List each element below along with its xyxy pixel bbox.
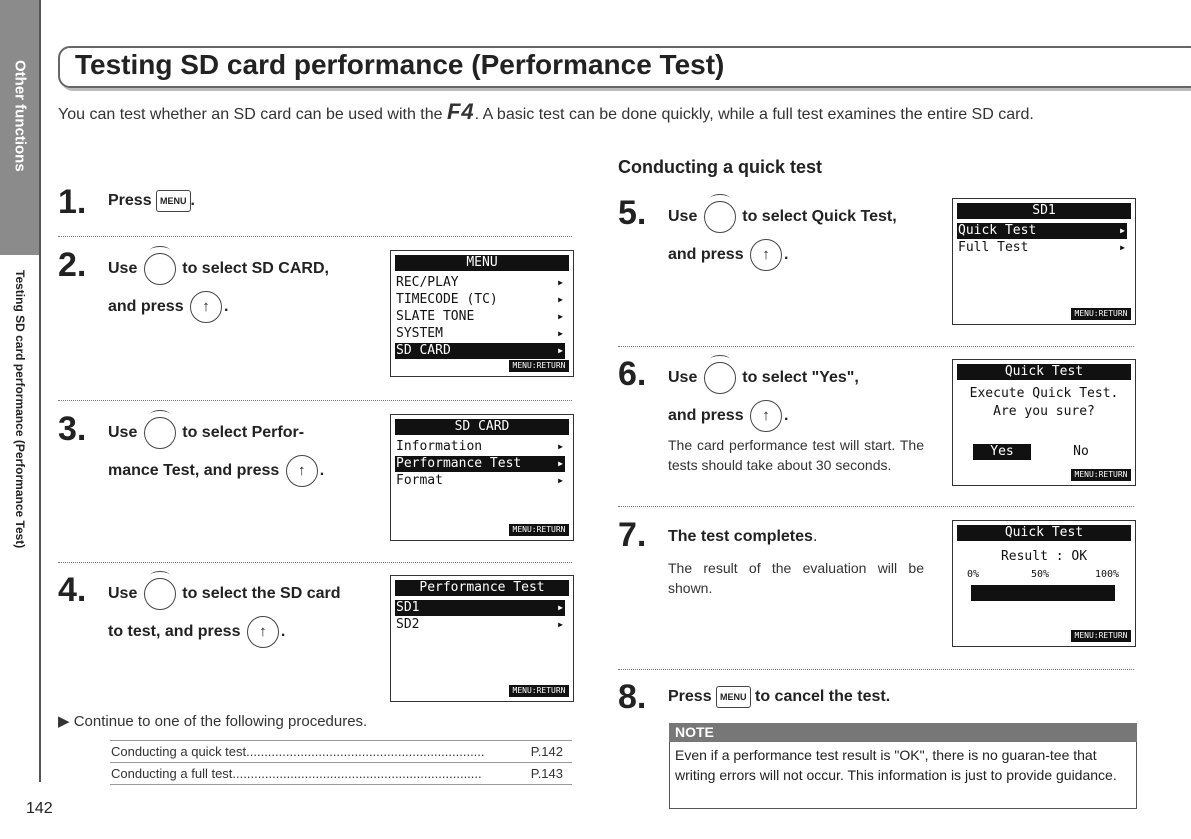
lcd-header: SD1 <box>957 203 1131 219</box>
press-dial-icon: ↑ <box>190 291 222 323</box>
lcd-footer: MENU:RETURN <box>1071 308 1131 320</box>
divider <box>58 562 572 563</box>
lcd-no-option: No <box>1073 444 1089 459</box>
step-4-line1: Use to select the SD card <box>108 578 341 610</box>
triangle-icon: ▶ <box>58 713 74 730</box>
press-dial-icon: ↑ <box>247 616 279 648</box>
side-rule <box>39 0 41 782</box>
page-title: Testing SD card performance (Performance Test) <box>75 49 725 80</box>
note-body: Even if a performance test result is "OK", there is no guaran-tee that writing errors will not occur. This information is just to provide guidance. <box>675 747 1117 783</box>
step-1-number: 1. <box>58 183 87 221</box>
divider <box>618 506 1134 507</box>
step-4-number: 4. <box>58 571 87 609</box>
ref-quick-test[interactable]: Conducting a quick test.................................................................. P.142 <box>111 744 563 759</box>
lcd-header: SD CARD <box>395 419 569 435</box>
dial-icon <box>704 201 736 233</box>
dial-icon <box>144 578 176 610</box>
lcd-tick-100: 100% <box>1095 569 1120 580</box>
step-8-number: 8. <box>618 678 647 716</box>
ref-rule <box>110 762 572 763</box>
step-2-line2: and press ↑ . <box>108 291 228 323</box>
step-3-line1: Use to select Perfor- <box>108 417 304 449</box>
lcd-confirm-line1: Execute Quick Test. <box>969 386 1119 401</box>
divider <box>618 669 1134 670</box>
lcd-item: TIMECODE (TC) ▶ <box>396 292 563 307</box>
lcd-item-selected: SD1 ▶ <box>396 600 563 615</box>
ref-rule <box>110 740 572 741</box>
step-5-line2: and press ↑ . <box>668 239 788 271</box>
lcd-item-selected: Performance Test ▶ <box>396 456 563 471</box>
continue-line: ▶ Continue to one of the following procedures. <box>58 713 368 730</box>
lcd-sdcard-screen <box>390 414 574 541</box>
ref-rule <box>110 784 572 785</box>
lcd-sd1-screen <box>952 198 1136 325</box>
step-1-text: Press MENU . <box>108 190 195 212</box>
lcd-item: Format ▶ <box>396 473 563 488</box>
intro-paragraph: You can test whether an SD card can be used with the F4. A basic test can be done quickly, while a full test examines the entire SD card. <box>58 99 1034 124</box>
ref-full-test[interactable]: Conducting a full test..................................................................... P.143 <box>111 766 563 781</box>
lcd-footer: MENU:RETURN <box>1071 630 1131 642</box>
dial-icon <box>704 362 736 394</box>
dial-icon <box>144 417 176 449</box>
step-6-number: 6. <box>618 355 647 393</box>
step-4-line2: to test, and press ↑ . <box>108 616 285 648</box>
step-3-number: 3. <box>58 410 87 448</box>
dial-icon <box>144 253 176 285</box>
section-heading: Conducting a quick test <box>618 157 823 177</box>
lcd-tick-0: 0% <box>967 569 980 580</box>
step-6-line1: Use to select "Yes", <box>668 362 859 394</box>
lcd-item: REC/PLAY ▶ <box>396 275 563 290</box>
step-6-line2: and press ↑ . <box>668 400 788 432</box>
lcd-footer: MENU:RETURN <box>509 524 569 536</box>
lcd-item: Information ▶ <box>396 439 563 454</box>
lcd-item-selected: SD CARD ▶ <box>396 343 563 358</box>
lcd-header: Quick Test <box>957 525 1131 541</box>
lcd-yes-option: Yes <box>973 444 1031 460</box>
step-6-note: The card performance test will start. The tests should take about 30 seconds. <box>668 437 924 473</box>
note-heading: NOTE <box>669 723 1137 742</box>
lcd-result-text: Result : OK <box>1000 549 1088 564</box>
step-2-line1: Use to select SD CARD, <box>108 253 329 285</box>
lcd-confirm-screen <box>952 359 1136 486</box>
lcd-footer: MENU:RETURN <box>1071 469 1131 481</box>
press-dial-icon: ↑ <box>750 400 782 432</box>
lcd-perf-screen <box>390 575 574 702</box>
step-2-number: 2. <box>58 246 87 284</box>
menu-button-icon: MENU <box>716 686 751 708</box>
lcd-footer: MENU:RETURN <box>509 360 569 372</box>
lcd-item: SLATE TONE ▶ <box>396 309 563 324</box>
chapter-tab-label: Other functions <box>11 60 28 172</box>
page-number: 142 <box>26 800 53 817</box>
divider <box>58 236 572 237</box>
lcd-header: MENU <box>395 255 569 271</box>
step-3-line2: mance Test, and press ↑ . <box>108 455 324 487</box>
lcd-header: Quick Test <box>957 364 1131 380</box>
lcd-progress-fill <box>972 586 1114 600</box>
step-7-text: The test completes. <box>668 528 818 545</box>
lcd-item-selected: Quick Test ▶ <box>958 223 1125 238</box>
lcd-confirm-line2: Are you sure? <box>993 404 1095 419</box>
lcd-item: SD2 ▶ <box>396 617 563 632</box>
lcd-item: Full Test ▶ <box>958 240 1125 255</box>
step-5-line1: Use to select Quick Test, <box>668 201 897 233</box>
f4-logo: F4 <box>446 99 475 124</box>
divider <box>618 346 1134 347</box>
menu-button-icon: MENU <box>156 190 191 212</box>
divider <box>58 400 572 401</box>
lcd-item: SYSTEM ▶ <box>396 326 563 341</box>
lcd-header: Performance Test <box>395 580 569 596</box>
section-side-label: Testing SD card performance (Performance Test) <box>12 270 27 549</box>
step-7-number: 7. <box>618 516 647 554</box>
lcd-menu-screen <box>390 250 574 377</box>
lcd-result-screen <box>952 520 1136 647</box>
step-5-number: 5. <box>618 194 647 232</box>
lcd-footer: MENU:RETURN <box>509 685 569 697</box>
press-dial-icon: ↑ <box>286 455 318 487</box>
press-dial-icon: ↑ <box>750 239 782 271</box>
lcd-progress-track <box>971 585 1115 601</box>
step-7-note: The result of the evaluation will be shown. <box>668 560 924 596</box>
step-8-text: Press MENU to cancel the test. <box>668 686 890 708</box>
lcd-tick-50: 50% <box>1031 569 1050 580</box>
